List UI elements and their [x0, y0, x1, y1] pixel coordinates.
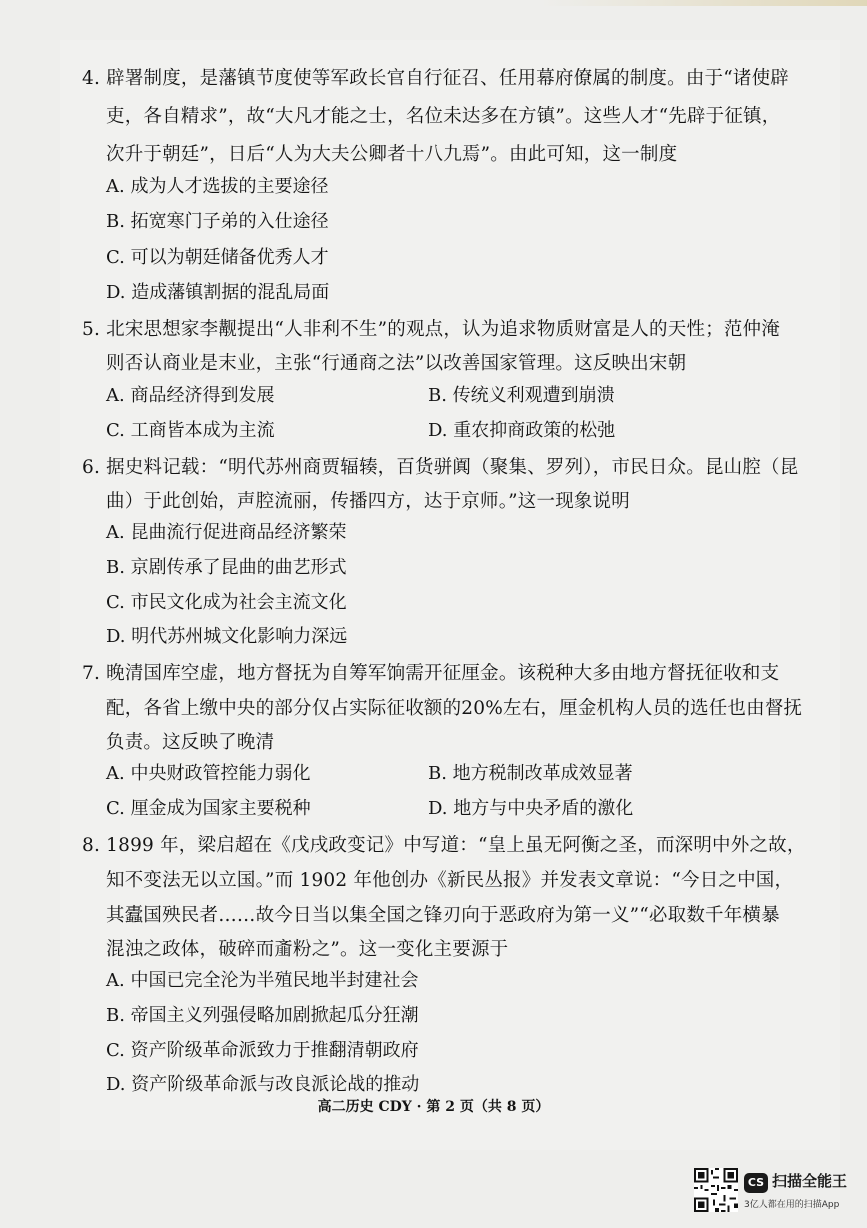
q6-option-a: A. 昆曲流行促进商品经济繁荣 [106, 522, 347, 543]
q5-option-a: A. 商品经济得到发展 [106, 385, 275, 406]
q8-option-d: D. 资产阶级革命派与改良派论战的推动 [106, 1074, 420, 1095]
q4-stem-line-3: 次升于朝廷”，日后“人为大夫公卿者十八九焉”。由此可知，这一制度 [106, 144, 678, 165]
q8-stem-line-3: 其蠹国殃民者……故今日当以集全国之锋刃向于恶政府为第一义”“必取数千年横暴 [106, 905, 780, 926]
q7-stem-line-3: 负责。这反映了晚清 [106, 732, 275, 753]
q8-option-b: B. 帝国主义列强侵略加剧掀起瓜分狂潮 [106, 1005, 419, 1026]
q6-option-c: C. 市民文化成为社会主流文化 [106, 592, 347, 613]
page-footer: 高二历史 CDY · 第 2 页（共 8 页） [317, 1099, 550, 1115]
q7-option-a: A. 中央财政管控能力弱化 [106, 763, 311, 784]
q7-option-b: B. 地方税制改革成效显著 [428, 763, 633, 784]
camscanner-logo: CS [744, 1173, 768, 1193]
scanner-watermark [694, 1168, 854, 1218]
q8-stem-line-4: 混浊之政体，破碎而齑粉之”。这一变化主要源于 [106, 939, 509, 960]
qr-code-icon [694, 1168, 738, 1212]
q7-option-c: C. 厘金成为国家主要税种 [106, 798, 311, 819]
q4-stem-line-2: 吏，各自精求”，故“大凡才能之士，名位未达多在方镇”。这些人才“先辟于征镇， [106, 106, 781, 127]
q6-option-b: B. 京剧传承了昆曲的曲艺形式 [106, 557, 347, 578]
q8-option-c: C. 资产阶级革命派致力于推翻清朝政府 [106, 1040, 419, 1061]
q7-stem-line-1: 7. 晚清国库空虚，地方督抚为自筹军饷需开征厘金。该税种大多由地方督抚征收和支 [82, 663, 780, 684]
scan-artifact [540, 0, 867, 6]
q8-stem-line-2: 知不变法无以立国。”而 1902 年他创办《新民丛报》并发表文章说：“今日之中国， [106, 870, 794, 891]
q5-option-d: D. 重农抑商政策的松弛 [428, 420, 616, 441]
q4-stem-line-1: 4. 辟署制度，是藩镇节度使等军政长官自行征召、任用幕府僚属的制度。由于“诸使辟 [82, 68, 789, 89]
q4-option-b: B. 拓宽寒门子弟的入仕途径 [106, 211, 329, 232]
camscanner-name: 扫描全能王 [772, 1172, 848, 1190]
q8-option-a: A. 中国已完全沦为半殖民地半封建社会 [106, 970, 419, 991]
q7-stem-line-2: 配，各省上缴中央的部分仅占实际征收额的20%左右，厘金机构人员的选任也由督抚 [106, 698, 803, 719]
q7-option-d: D. 地方与中央矛盾的激化 [428, 798, 634, 819]
q6-option-d: D. 明代苏州城文化影响力深远 [106, 626, 348, 647]
camscanner-tagline: 3亿人都在用的扫描App [744, 1200, 840, 1210]
q5-stem-line-1: 5. 北宋思想家李觏提出“人非利不生”的观点，认为追求物质财富是人的天性；范仲淹 [82, 319, 780, 340]
q5-stem-line-2: 则否认商业是末业，主张“行通商之法”以改善国家管理。这反映出宋朝 [106, 353, 687, 374]
q8-stem-line-1: 8. 1899 年，梁启超在《戊戌政变记》中写道：“皇上虽无阿衡之圣，而深明中外之故， [82, 835, 806, 856]
q4-option-d: D. 造成藩镇割据的混乱局面 [106, 282, 330, 303]
q6-stem-line-2: 曲）于此创始，声腔流丽，传播四方，达于京师。”这一现象说明 [106, 491, 631, 512]
q6-stem-line-1: 6. 据史料记载：“明代苏州商贾辐辏，百货骈阗（聚集、罗列），市民日众。昆山腔（昆 [82, 457, 799, 478]
q5-option-b: B. 传统义利观遭到崩溃 [428, 385, 615, 406]
q4-option-a: A. 成为人才选拔的主要途径 [106, 176, 329, 197]
q5-option-c: C. 工商皆本成为主流 [106, 420, 275, 441]
q4-option-c: C. 可以为朝廷储备优秀人才 [106, 247, 329, 268]
